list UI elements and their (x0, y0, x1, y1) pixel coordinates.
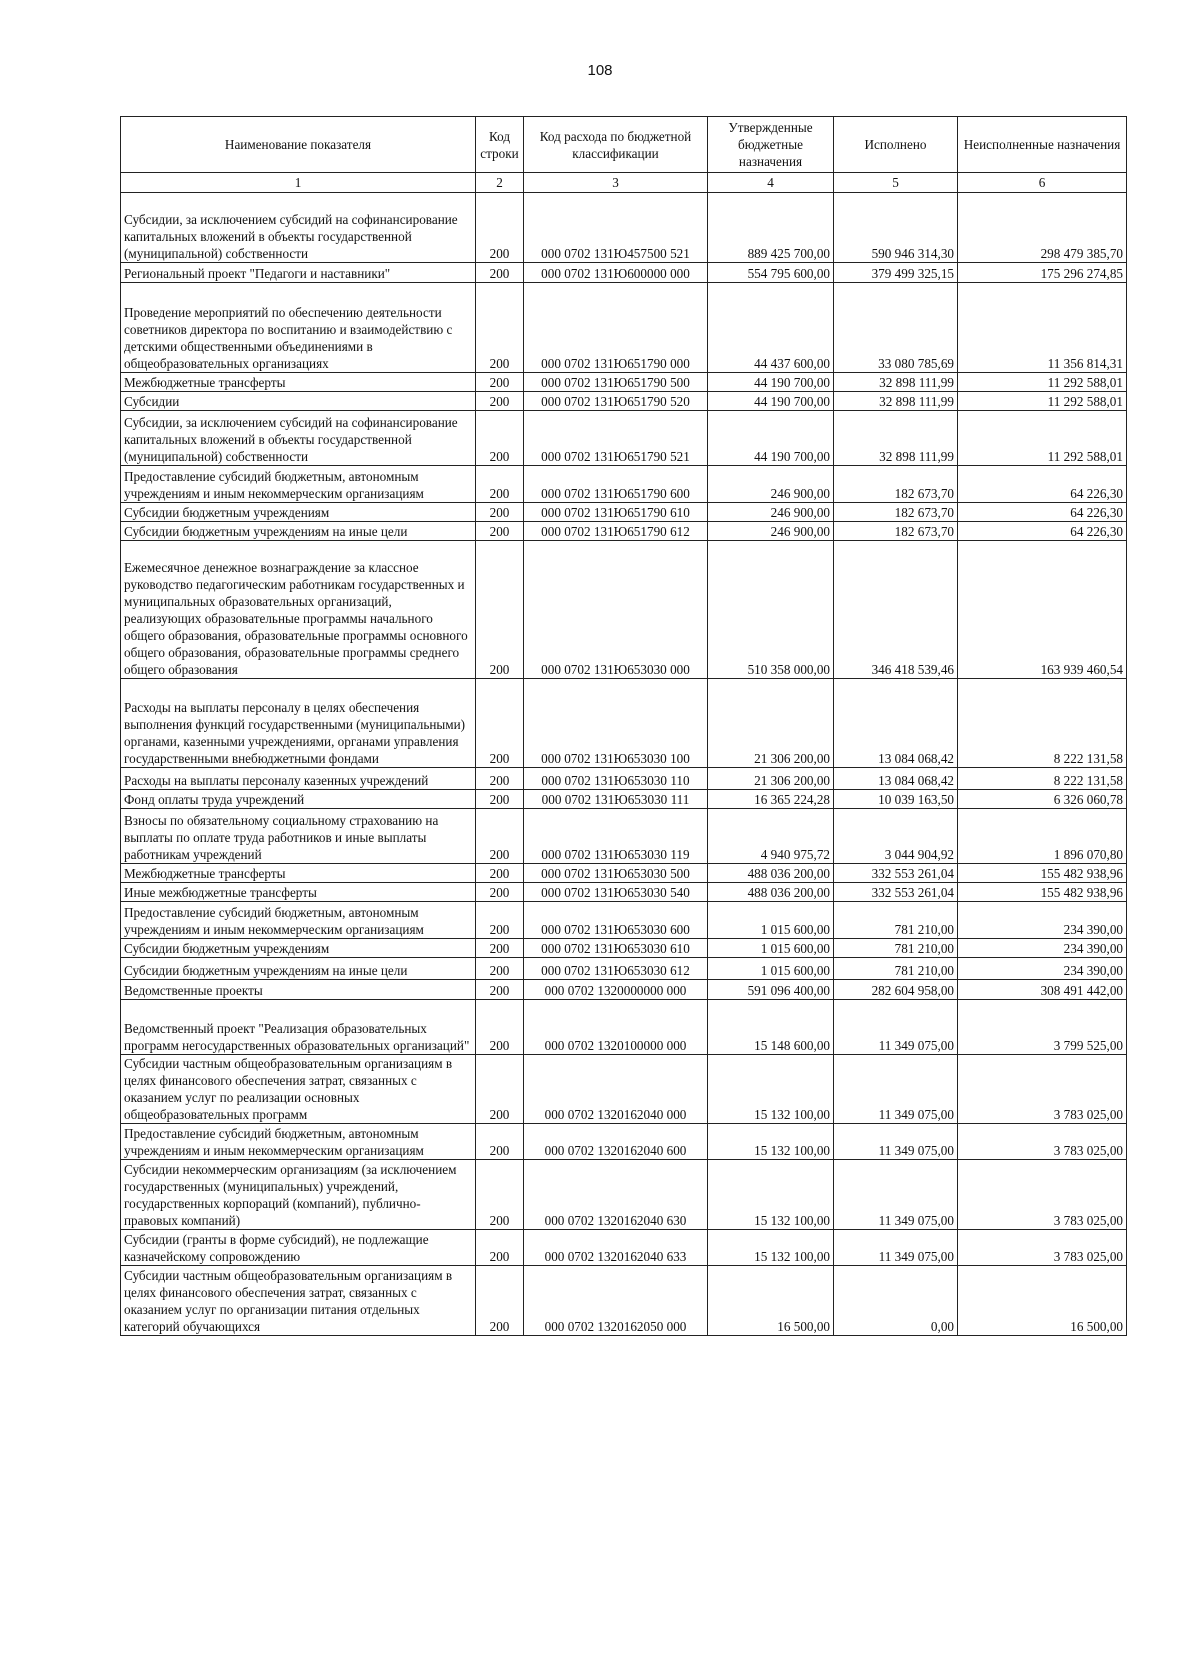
row-unexecuted-amount: 11 292 588,01 (958, 373, 1127, 392)
row-line-code: 200 (476, 864, 524, 883)
column-number: 1 (121, 173, 476, 193)
row-executed-amount: 781 210,00 (834, 958, 958, 980)
row-approved-amount: 4 940 975,72 (708, 809, 834, 864)
row-line-code: 200 (476, 980, 524, 1000)
row-expense-code: 000 0702 131Ю600000 000 (524, 263, 708, 283)
row-executed-amount: 32 898 111,99 (834, 392, 958, 411)
row-name: Субсидии (121, 392, 476, 411)
row-expense-code: 000 0702 131Ю653030 111 (524, 790, 708, 809)
row-expense-code: 000 0702 131Ю653030 110 (524, 768, 708, 790)
row-approved-amount: 44 437 600,00 (708, 283, 834, 373)
row-approved-amount: 246 900,00 (708, 466, 834, 503)
row-unexecuted-amount: 11 292 588,01 (958, 392, 1127, 411)
row-approved-amount: 21 306 200,00 (708, 768, 834, 790)
row-unexecuted-amount: 64 226,30 (958, 522, 1127, 541)
row-expense-code: 000 0702 131Ю651790 000 (524, 283, 708, 373)
row-line-code: 200 (476, 263, 524, 283)
row-name: Субсидии некоммерческим организациям (за исключением государственных (муниципальных) учреждений, государственных корпораций (компаний), публично-правовых компаний) (121, 1160, 476, 1230)
row-expense-code: 000 0702 1320162040 600 (524, 1124, 708, 1160)
table-row (121, 283, 1127, 373)
row-name: Субсидии, за исключением субсидий на софинансирование капитальных вложений в объекты государственной (муниципальной) собственности (121, 193, 476, 263)
row-unexecuted-amount: 308 491 442,00 (958, 980, 1127, 1000)
row-executed-amount: 11 349 075,00 (834, 1160, 958, 1230)
row-executed-amount: 182 673,70 (834, 466, 958, 503)
row-name: Проведение мероприятий по обеспечению деятельности советников директора по воспитанию и взаимодействию с детскими общественными объединениями в общеобразовательных организациях (121, 283, 476, 373)
table-row (121, 503, 1127, 522)
row-approved-amount: 246 900,00 (708, 522, 834, 541)
row-expense-code: 000 0702 131Ю653030 610 (524, 939, 708, 958)
row-expense-code: 000 0702 131Ю653030 600 (524, 902, 708, 939)
row-unexecuted-amount: 8 222 131,58 (958, 768, 1127, 790)
row-line-code: 200 (476, 790, 524, 809)
row-line-code: 200 (476, 503, 524, 522)
row-name: Субсидии бюджетным учреждениям (121, 939, 476, 958)
table-row (121, 1230, 1127, 1266)
row-expense-code: 000 0702 131Ю651790 610 (524, 503, 708, 522)
row-executed-amount: 3 044 904,92 (834, 809, 958, 864)
row-line-code: 200 (476, 939, 524, 958)
row-executed-amount: 11 349 075,00 (834, 1124, 958, 1160)
row-line-code: 200 (476, 883, 524, 902)
row-unexecuted-amount: 3 783 025,00 (958, 1230, 1127, 1266)
row-unexecuted-amount: 11 292 588,01 (958, 411, 1127, 466)
table-row (121, 1055, 1127, 1124)
row-line-code: 200 (476, 1160, 524, 1230)
row-expense-code: 000 0702 131Ю651790 600 (524, 466, 708, 503)
row-unexecuted-amount: 3 799 525,00 (958, 1000, 1127, 1055)
row-line-code: 200 (476, 958, 524, 980)
table-body (121, 193, 1127, 1336)
row-approved-amount: 591 096 400,00 (708, 980, 834, 1000)
row-unexecuted-amount: 163 939 460,54 (958, 541, 1127, 679)
row-approved-amount: 16 365 224,28 (708, 790, 834, 809)
row-name: Субсидии частным общеобразовательным организациям в целях финансового обеспечения затрат, связанных с оказанием услуг по реализации основных общеобразовательных программ (121, 1055, 476, 1124)
row-approved-amount: 16 500,00 (708, 1266, 834, 1336)
row-line-code: 200 (476, 1055, 524, 1124)
header-name: Наименование показателя (121, 117, 476, 173)
row-executed-amount: 182 673,70 (834, 522, 958, 541)
column-number: 3 (524, 173, 708, 193)
row-approved-amount: 15 132 100,00 (708, 1160, 834, 1230)
row-executed-amount: 182 673,70 (834, 503, 958, 522)
table-row (121, 883, 1127, 902)
table-row (121, 980, 1127, 1000)
row-approved-amount: 15 132 100,00 (708, 1230, 834, 1266)
table-row (121, 939, 1127, 958)
row-executed-amount: 781 210,00 (834, 902, 958, 939)
table-row (121, 263, 1127, 283)
row-expense-code: 000 0702 131Ю653030 500 (524, 864, 708, 883)
row-approved-amount: 15 132 100,00 (708, 1055, 834, 1124)
row-name: Предоставление субсидий бюджетным, автономным учреждениям и иным некоммерческим организациям (121, 466, 476, 503)
row-line-code: 200 (476, 411, 524, 466)
page-number: 108 (587, 62, 613, 79)
table-row (121, 1000, 1127, 1055)
table-row (121, 790, 1127, 809)
row-executed-amount: 33 080 785,69 (834, 283, 958, 373)
row-name: Субсидии частным общеобразовательным организациям в целях финансового обеспечения затрат, связанных с оказанием услуг по организации питания отдельных категорий обучающихся (121, 1266, 476, 1336)
header-expense-code: Код расхода по бюджетной классификации (524, 117, 708, 173)
row-expense-code: 000 0702 1320100000 000 (524, 1000, 708, 1055)
row-unexecuted-amount: 298 479 385,70 (958, 193, 1127, 263)
row-name: Субсидии (гранты в форме субсидий), не подлежащие казначейскому сопровождению (121, 1230, 476, 1266)
row-approved-amount: 44 190 700,00 (708, 373, 834, 392)
row-name: Ведомственные проекты (121, 980, 476, 1000)
row-expense-code: 000 0702 1320162040 000 (524, 1055, 708, 1124)
table-row (121, 411, 1127, 466)
table-row (121, 864, 1127, 883)
table-row (121, 541, 1127, 679)
row-unexecuted-amount: 234 390,00 (958, 939, 1127, 958)
table-header-row (121, 117, 1127, 173)
row-name: Межбюджетные трансферты (121, 864, 476, 883)
row-expense-code: 000 0702 131Ю653030 100 (524, 679, 708, 768)
row-name: Субсидии бюджетным учреждениям (121, 503, 476, 522)
row-executed-amount: 332 553 261,04 (834, 864, 958, 883)
row-approved-amount: 488 036 200,00 (708, 864, 834, 883)
table-row (121, 679, 1127, 768)
row-approved-amount: 1 015 600,00 (708, 939, 834, 958)
column-number: 4 (708, 173, 834, 193)
row-line-code: 200 (476, 283, 524, 373)
row-executed-amount: 32 898 111,99 (834, 373, 958, 392)
table-row (121, 373, 1127, 392)
row-expense-code: 000 0702 131Ю651790 612 (524, 522, 708, 541)
row-unexecuted-amount: 155 482 938,96 (958, 864, 1127, 883)
row-unexecuted-amount: 234 390,00 (958, 958, 1127, 980)
table-row (121, 768, 1127, 790)
header-unexecuted: Неисполненные назначения (958, 117, 1127, 173)
row-line-code: 200 (476, 392, 524, 411)
table-row (121, 1160, 1127, 1230)
row-unexecuted-amount: 1 896 070,80 (958, 809, 1127, 864)
row-approved-amount: 889 425 700,00 (708, 193, 834, 263)
row-unexecuted-amount: 6 326 060,78 (958, 790, 1127, 809)
row-approved-amount: 44 190 700,00 (708, 411, 834, 466)
row-executed-amount: 0,00 (834, 1266, 958, 1336)
row-approved-amount: 488 036 200,00 (708, 883, 834, 902)
row-name: Ведомственный проект "Реализация образовательных программ негосударственных образовательных организаций" (121, 1000, 476, 1055)
column-number: 2 (476, 173, 524, 193)
row-name: Ежемесячное денежное вознаграждение за классное руководство педагогическим работникам государственных и муниципальных образовательных организаций, реализующих образовательные программы начального общего образования, образовательные программы основного общего образования, образовательные программы среднего общего образования (121, 541, 476, 679)
header-approved: Утвержденные бюджетные назначения (708, 117, 834, 173)
row-approved-amount: 554 795 600,00 (708, 263, 834, 283)
row-approved-amount: 1 015 600,00 (708, 958, 834, 980)
row-name: Предоставление субсидий бюджетным, автономным учреждениям и иным некоммерческим организациям (121, 902, 476, 939)
table-row (121, 522, 1127, 541)
row-expense-code: 000 0702 131Ю651790 521 (524, 411, 708, 466)
row-unexecuted-amount: 16 500,00 (958, 1266, 1127, 1336)
row-executed-amount: 590 946 314,30 (834, 193, 958, 263)
row-line-code: 200 (476, 193, 524, 263)
row-expense-code: 000 0702 1320162040 633 (524, 1230, 708, 1266)
row-unexecuted-amount: 64 226,30 (958, 466, 1127, 503)
row-expense-code: 000 0702 131Ю457500 521 (524, 193, 708, 263)
row-name: Иные межбюджетные трансферты (121, 883, 476, 902)
row-unexecuted-amount: 155 482 938,96 (958, 883, 1127, 902)
row-expense-code: 000 0702 1320000000 000 (524, 980, 708, 1000)
row-line-code: 200 (476, 1230, 524, 1266)
row-unexecuted-amount: 3 783 025,00 (958, 1124, 1127, 1160)
row-expense-code: 000 0702 131Ю651790 520 (524, 392, 708, 411)
row-expense-code: 000 0702 131Ю653030 119 (524, 809, 708, 864)
row-executed-amount: 379 499 325,15 (834, 263, 958, 283)
row-line-code: 200 (476, 679, 524, 768)
row-approved-amount: 1 015 600,00 (708, 902, 834, 939)
row-line-code: 200 (476, 522, 524, 541)
table-row (121, 466, 1127, 503)
row-executed-amount: 11 349 075,00 (834, 1230, 958, 1266)
table-row (121, 193, 1127, 263)
table-row (121, 1124, 1127, 1160)
row-name: Расходы на выплаты персоналу в целях обеспечения выполнения функций государственными (муниципальными) органами, казенными учреждениями, органами управления государственными внебюджетными фондами (121, 679, 476, 768)
table-row (121, 809, 1127, 864)
row-approved-amount: 44 190 700,00 (708, 392, 834, 411)
header-line-code: Код строки (476, 117, 524, 173)
row-expense-code: 000 0702 131Ю651790 500 (524, 373, 708, 392)
row-approved-amount: 510 358 000,00 (708, 541, 834, 679)
table-row (121, 958, 1127, 980)
row-name: Межбюджетные трансферты (121, 373, 476, 392)
row-unexecuted-amount: 234 390,00 (958, 902, 1127, 939)
row-executed-amount: 10 039 163,50 (834, 790, 958, 809)
row-executed-amount: 13 084 068,42 (834, 679, 958, 768)
row-line-code: 200 (476, 1000, 524, 1055)
row-executed-amount: 332 553 261,04 (834, 883, 958, 902)
column-number: 6 (958, 173, 1127, 193)
row-executed-amount: 11 349 075,00 (834, 1000, 958, 1055)
row-name: Взносы по обязательному социальному страхованию на выплаты по оплате труда работников и иные выплаты работникам учреждений (121, 809, 476, 864)
table-row (121, 1266, 1127, 1336)
row-line-code: 200 (476, 768, 524, 790)
row-name: Предоставление субсидий бюджетным, автономным учреждениям и иным некоммерческим организациям (121, 1124, 476, 1160)
row-expense-code: 000 0702 1320162050 000 (524, 1266, 708, 1336)
row-name: Региональный проект "Педагоги и наставники" (121, 263, 476, 283)
row-executed-amount: 781 210,00 (834, 939, 958, 958)
column-number-row (121, 173, 1127, 193)
row-line-code: 200 (476, 541, 524, 679)
row-executed-amount: 13 084 068,42 (834, 768, 958, 790)
row-expense-code: 000 0702 131Ю653030 540 (524, 883, 708, 902)
table-row (121, 392, 1127, 411)
row-executed-amount: 282 604 958,00 (834, 980, 958, 1000)
row-line-code: 200 (476, 1266, 524, 1336)
row-expense-code: 000 0702 131Ю653030 612 (524, 958, 708, 980)
row-approved-amount: 246 900,00 (708, 503, 834, 522)
row-name: Субсидии, за исключением субсидий на софинансирование капитальных вложений в объекты государственной (муниципальной) собственности (121, 411, 476, 466)
row-expense-code: 000 0702 1320162040 630 (524, 1160, 708, 1230)
row-approved-amount: 15 148 600,00 (708, 1000, 834, 1055)
row-name: Фонд оплаты труда учреждений (121, 790, 476, 809)
row-name: Субсидии бюджетным учреждениям на иные цели (121, 958, 476, 980)
row-line-code: 200 (476, 466, 524, 503)
row-unexecuted-amount: 3 783 025,00 (958, 1055, 1127, 1124)
row-name: Субсидии бюджетным учреждениям на иные цели (121, 522, 476, 541)
row-executed-amount: 32 898 111,99 (834, 411, 958, 466)
column-number: 5 (834, 173, 958, 193)
row-executed-amount: 346 418 539,46 (834, 541, 958, 679)
row-approved-amount: 15 132 100,00 (708, 1124, 834, 1160)
row-unexecuted-amount: 64 226,30 (958, 503, 1127, 522)
row-expense-code: 000 0702 131Ю653030 000 (524, 541, 708, 679)
row-unexecuted-amount: 11 356 814,31 (958, 283, 1127, 373)
row-line-code: 200 (476, 373, 524, 392)
header-executed: Исполнено (834, 117, 958, 173)
row-executed-amount: 11 349 075,00 (834, 1055, 958, 1124)
budget-execution-table (120, 116, 1127, 1336)
row-unexecuted-amount: 8 222 131,58 (958, 679, 1127, 768)
row-unexecuted-amount: 3 783 025,00 (958, 1160, 1127, 1230)
row-line-code: 200 (476, 1124, 524, 1160)
row-name: Расходы на выплаты персоналу казенных учреждений (121, 768, 476, 790)
row-line-code: 200 (476, 809, 524, 864)
table-row (121, 902, 1127, 939)
row-unexecuted-amount: 175 296 274,85 (958, 263, 1127, 283)
row-line-code: 200 (476, 902, 524, 939)
row-approved-amount: 21 306 200,00 (708, 679, 834, 768)
